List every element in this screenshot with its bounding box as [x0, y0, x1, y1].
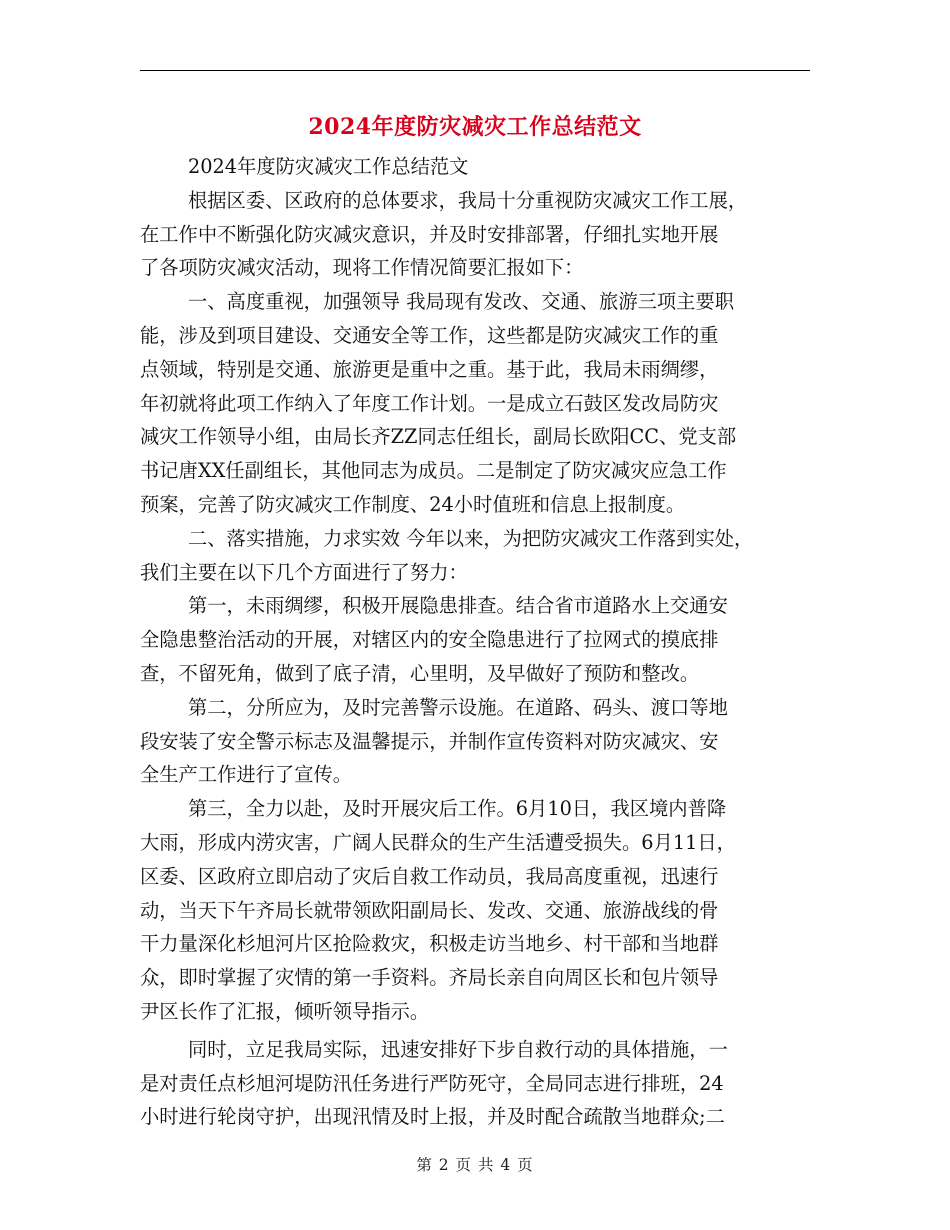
body-line: 年初就将此项工作纳入了年度工作计划。一是成立石鼓区发改局防灾	[140, 391, 719, 415]
document-body	[140, 150, 810, 1134]
body-line: 动，当天下午齐局长就带领欧阳副局长、发改、交通、旅游战线的骨	[140, 898, 719, 922]
body-line: 预案，完善了防灾减灾工作制度、24小时值班和信息上报制度。	[140, 492, 686, 516]
body-line: 段安装了安全警示标志及温馨提示，并制作宣传资料对防灾减灾、安	[140, 729, 719, 753]
body-line: 了各项防灾减灾活动，现将工作情况简要汇报如下：	[140, 256, 584, 280]
body-line: 第三，全力以赴，及时开展灾后工作。6月10日，我区境内普降	[188, 797, 727, 821]
body-line: 区委、区政府立即启动了灾后自救工作动员，我局高度重视，迅速行	[140, 864, 719, 888]
body-line: 二、落实措施，力求实效 今年以来，为把防灾减灾工作落到实处，	[188, 526, 754, 550]
body-line: 减灾工作领导小组，由局长齐ZZ同志任组长，副局长欧阳CC、党支部	[140, 425, 737, 449]
body-line: 2024年度防灾减灾工作总结范文	[188, 155, 469, 178]
body-line: 根据区委、区政府的总体要求，我局十分重视防灾减灾工作工展，	[188, 188, 748, 212]
body-line: 尹区长作了汇报，倾听领导指示。	[140, 999, 430, 1023]
body-line: 干力量深化杉旭河片区抢险救灾，积极走访当地乡、村干部和当地群	[140, 932, 719, 956]
body-line: 书记唐XX任副组长，其他同志为成员。二是制定了防灾减灾应急工作	[140, 459, 727, 483]
header-rule	[140, 70, 810, 71]
body-line: 是对责任点杉旭河堤防汛任务进行严防死守，全局同志进行排班，24	[140, 1071, 724, 1095]
body-line: 全生产工作进行了宣传。	[140, 763, 353, 787]
body-line: 一、高度重视，加强领导 我局现有发改、交通、旅游三项主要职	[188, 290, 735, 314]
body-line: 我们主要在以下几个方面进行了努力：	[140, 560, 468, 584]
body-line: 在工作中不断强化防灾减灾意识，并及时安排部署，仔细扎实地开展	[140, 222, 719, 246]
body-line: 查，不留死角，做到了底子清，心里明，及早做好了预防和整改。	[140, 661, 700, 685]
body-line: 大雨，形成内涝灾害，广阔人民群众的生产生活遭受损失。6月11日，	[140, 830, 736, 854]
body-line: 小时进行轮岗守护，出现汛情及时上报，并及时配合疏散当地群众;二	[140, 1105, 725, 1129]
page-number: 第 2 页 共 4 页	[416, 1156, 534, 1174]
body-line: 众，即时掌握了灾情的第一手资料。齐局长亲自向周区长和包片领导	[140, 966, 719, 990]
document-title: 2024年度防灾减灾工作总结范文	[308, 114, 642, 140]
body-line: 第一，未雨绸缪，积极开展隐患排查。结合省市道路水上交通安	[188, 594, 728, 618]
body-line: 同时，立足我局实际，迅速安排好下步自救行动的具体措施，一	[188, 1037, 728, 1061]
body-line: 能，涉及到项目建设、交通安全等工作，这些都是防灾减灾工作的重	[140, 323, 719, 347]
body-line: 全隐患整治活动的开展，对辖区内的安全隐患进行了拉网式的摸底排	[140, 628, 719, 652]
body-line: 第二，分所应为，及时完善警示设施。在道路、码头、渡口等地	[188, 695, 728, 719]
body-line: 点领域，特别是交通、旅游更是重中之重。基于此，我局未雨绸缪，	[140, 357, 719, 381]
